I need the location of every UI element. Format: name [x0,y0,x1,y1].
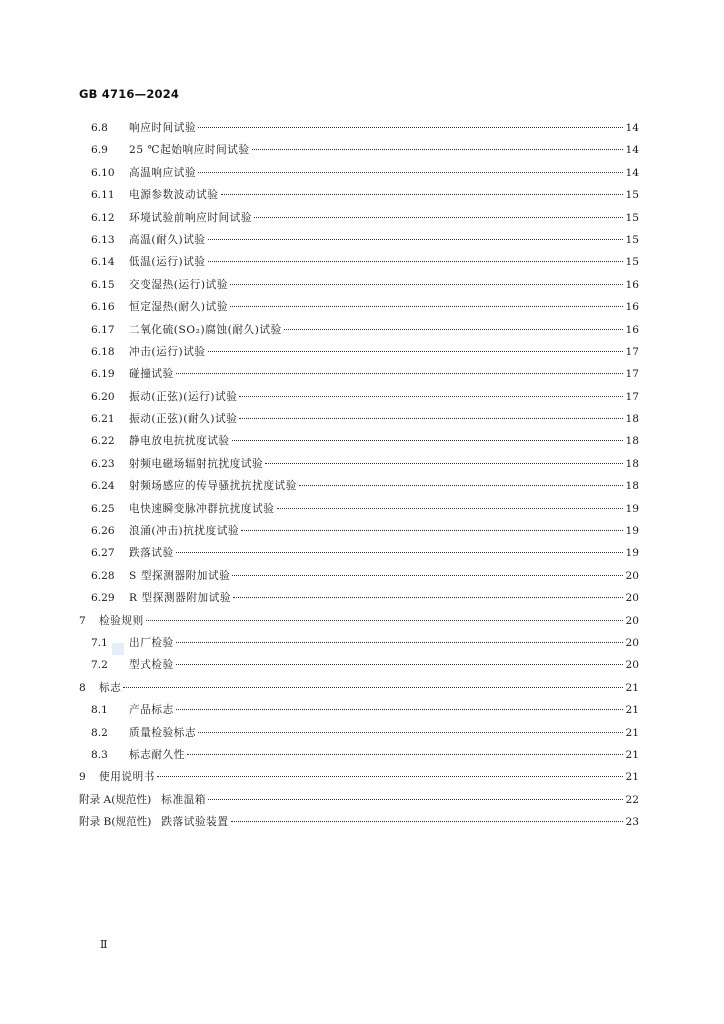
toc-entry[interactable] [79,520,639,542]
toc-leader-dots [232,439,623,441]
toc-entry-title: 高温(耐久)试验 [129,233,206,246]
toc-leader-dots [198,731,623,733]
toc-entry-title: 振动(正弦)(耐久)试验 [129,413,238,426]
toc-entry-page: 19 [625,525,639,538]
toc-entry[interactable] [79,386,639,408]
toc-entry-number: 6.9 [91,144,108,157]
toc-entry[interactable] [79,632,639,654]
toc-entry-page: 18 [625,457,639,470]
toc-leader-dots [146,619,623,621]
toc-entry-title: S 型探测器附加试验 [129,569,231,582]
toc-entry-number: 6.10 [91,166,115,179]
toc-entry-page: 19 [625,547,639,560]
toc-entry-page: 16 [625,301,639,314]
toc-entry-page: 17 [625,390,639,403]
toc-entry-title: 射频场感应的传导骚扰抗扰度试验 [129,480,297,493]
toc-entry-number: 6.16 [91,301,115,314]
toc-entry-number: 6.28 [91,569,115,582]
toc-leader-dots [230,305,623,307]
toc-entry-page: 15 [625,211,639,224]
toc-entry-page: 15 [625,256,639,269]
toc-leader-dots [231,820,623,822]
toc-entry[interactable] [79,184,639,206]
toc-entry-number: 6.19 [91,368,115,381]
toc-entry-title: 型式检验 [129,659,174,672]
toc-leader-dots [198,171,623,173]
toc-entry-title: 低温(运行)试验 [129,256,206,269]
toc-entry[interactable] [79,363,639,385]
toc-entry-title: 二氧化硫(SO₂)腐蚀(耐久)试验 [129,323,282,336]
toc-entry[interactable] [79,744,639,766]
toc-leader-dots [230,283,623,285]
toc-entry-number: 7.2 [91,659,108,672]
toc-entry-title: 跌落试验 [129,547,174,560]
toc-entry-page: 17 [625,368,639,381]
toc-entry-title: 25 ℃起始响应时间试验 [129,144,250,157]
toc-leader-dots [299,484,623,486]
toc-entry-page: 16 [625,278,639,291]
toc-entry[interactable] [79,811,639,833]
toc-entry-page: 20 [625,659,639,672]
toc-entry-number: 6.27 [91,547,115,560]
toc-entry-number: 6.20 [91,390,115,403]
toc-entry-title: 振动(正弦)(运行)试验 [129,390,238,403]
toc-entry-title: 产品标志 [129,704,174,717]
toc-entry[interactable] [79,117,639,139]
toc-entry[interactable] [79,207,639,229]
toc-entry[interactable] [79,722,639,744]
toc-leader-dots [176,641,623,643]
toc-leader-dots [265,462,623,464]
toc-leader-dots [239,395,623,397]
toc-leader-dots [198,126,623,128]
toc-leader-dots [241,529,623,531]
toc-leader-dots [232,574,623,576]
toc-entry-page: 21 [625,704,639,717]
toc-leader-dots [254,216,623,218]
toc-entry-title: 使用说明书 [99,771,155,784]
toc-entry-number: 8 [79,681,86,694]
toc-leader-dots [277,507,623,509]
toc-entry[interactable] [79,296,639,318]
toc-entry[interactable] [79,274,639,296]
toc-entry-title: 质量检验标志 [129,726,197,739]
toc-leader-dots [187,753,623,755]
toc-leader-dots [239,417,623,419]
toc-entry[interactable] [79,139,639,161]
toc-entry-number: 6.11 [91,189,115,202]
toc-leader-dots [208,350,623,352]
toc-entry-number: 6.29 [91,592,115,605]
toc-entry[interactable] [79,162,639,184]
toc-entry-title: 交变湿热(运行)试验 [129,278,229,291]
toc-entry[interactable] [79,498,639,520]
toc-entry-number: 6.24 [91,480,115,493]
toc-entry-title: 电源参数波动试验 [129,189,219,202]
toc-entry[interactable] [79,654,639,676]
toc-entry-page: 17 [625,345,639,358]
toc-entry-number: 6.12 [91,211,115,224]
toc-entry-page: 14 [625,122,639,134]
toc-entry-number: 6.17 [91,323,115,336]
toc-entry-title: 静电放电抗扰度试验 [129,435,230,448]
toc-entry-title: 浪涌(冲击)抗扰度试验 [129,525,240,538]
toc-entry-number: 9 [79,771,86,784]
toc-entry[interactable] [79,699,639,721]
watermark-stamp-icon [112,643,124,655]
toc-entry-number: 8.3 [91,748,108,761]
toc-entry-page: 14 [625,144,639,157]
toc-entry[interactable] [79,408,639,430]
toc-entry-number: 8.1 [91,704,108,717]
toc-entry-title: 冲击(运行)试验 [129,345,206,358]
toc-entry-number: 6.26 [91,525,115,538]
toc-entry-number: 8.2 [91,726,108,739]
toc-entry-page: 15 [625,233,639,246]
toc-entry-page: 23 [625,816,639,829]
toc-entry[interactable] [79,587,639,609]
toc-leader-dots [252,148,623,150]
toc-entry-page: 14 [625,166,639,179]
toc-entry-number: 6.25 [91,502,115,515]
toc-entry-title: 射频电磁场辐射抗扰度试验 [129,457,264,470]
toc-entry-number: 6.15 [91,278,115,291]
toc-entry-title: 标准温箱 [161,793,207,806]
toc-entry-page: 15 [625,189,639,202]
toc-entry-page: 20 [625,636,639,649]
toc-entry-title: 出厂检验 [129,636,174,649]
toc-entry[interactable] [79,610,639,632]
toc-entry-page: 18 [625,480,639,493]
toc-entry-number: 6.18 [91,345,115,358]
toc-entry-number: 6.22 [91,435,115,448]
toc-entry-title: 恒定湿热(耐久)试验 [129,301,229,314]
toc-entry-title: 响应时间试验 [129,122,197,134]
document-id-header: GB 4716—2024 [79,87,180,101]
toc-entry-title: 环境试验前响应时间试验 [129,211,253,224]
toc-entry[interactable] [79,229,639,251]
toc-entry-page: 18 [625,413,639,426]
toc-entry-title: 碰撞试验 [129,368,174,381]
toc-entry-number: 7.1 [91,636,108,649]
toc-entry-title: 检验规则 [99,614,144,627]
toc-entry[interactable] [79,542,639,564]
toc-entry-page: 16 [625,323,639,336]
toc-entry-title: 标志耐久性 [129,748,185,761]
toc-entry[interactable] [79,251,639,273]
page-number: Ⅱ [100,938,107,951]
toc-leader-dots [208,798,623,800]
toc-leader-dots [284,328,623,330]
toc-entry[interactable] [79,789,639,811]
toc-leader-dots [221,193,623,195]
toc-entry-number: 6.23 [91,457,115,470]
toc-entry[interactable] [79,341,639,363]
toc-leader-dots [176,663,623,665]
toc-leader-dots [176,708,623,710]
toc-entry-number: 6.13 [91,233,115,246]
toc-entry-page: 21 [625,771,639,784]
toc-entry-page: 21 [625,681,639,694]
toc-entry-number: 6.8 [91,122,108,134]
toc-entry-page: 21 [625,748,639,761]
toc-entry[interactable] [79,565,639,587]
toc-entry-page: 21 [625,726,639,739]
toc-entry-page: 19 [625,502,639,515]
toc-entry-page: 20 [625,569,639,582]
toc-entry-page: 20 [625,614,639,627]
toc-entry-title: 高温响应试验 [129,166,197,179]
toc-entry-title: R 型探测器附加试验 [129,592,232,605]
table-of-contents [79,117,639,834]
toc-entry-title: 电快速瞬变脉冲群抗扰度试验 [129,502,275,515]
toc-entry[interactable] [79,430,639,452]
toc-entry-number: 附录 A(规范性) [79,793,152,806]
toc-leader-dots [123,686,623,688]
toc-leader-dots [233,596,623,598]
toc-entry-page: 20 [625,592,639,605]
toc-entry-number: 7 [79,614,86,627]
toc-leader-dots [208,238,623,240]
toc-entry[interactable] [79,453,639,475]
toc-leader-dots [176,372,623,374]
toc-entry[interactable] [79,475,639,497]
toc-leader-dots [176,551,623,553]
toc-leader-dots [157,775,623,777]
toc-entry[interactable] [79,677,639,699]
toc-entry[interactable] [79,319,639,341]
toc-entry-number: 6.21 [91,413,115,426]
toc-leader-dots [208,260,623,262]
toc-entry-page: 18 [625,435,639,448]
toc-entry-title: 标志 [99,681,122,694]
toc-entry-number: 6.14 [91,256,115,269]
toc-entry[interactable] [79,766,639,788]
toc-entry-page: 22 [625,793,639,806]
toc-entry-number: 附录 B(规范性) [79,816,152,829]
toc-entry-title: 跌落试验装置 [161,816,229,829]
